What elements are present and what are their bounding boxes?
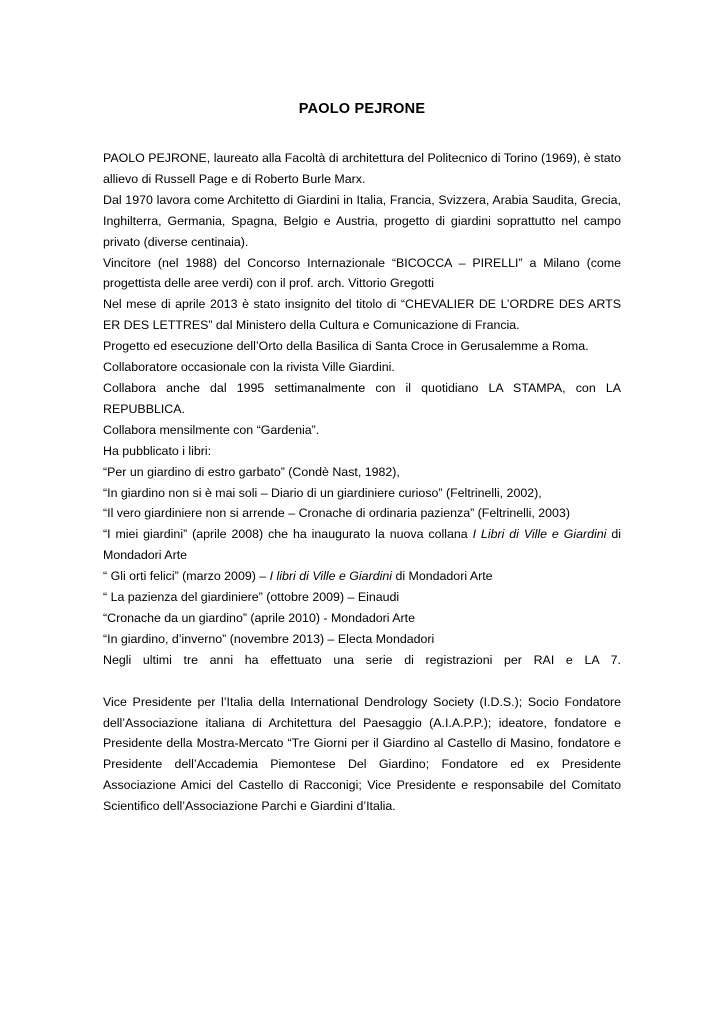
- book-item: [103, 524, 621, 566]
- paragraph-gardenia: Collabora mensilmente con “Gardenia”.: [103, 422, 320, 437]
- book-series-title: I libri di Ville e Giardini: [269, 569, 392, 584]
- paragraph-spacer: [103, 671, 621, 692]
- book-text: di Mondadori Arte: [392, 569, 493, 584]
- book-text: “I miei giardini” (aprile 2008) che ha inaugurato la nuova collana: [103, 527, 473, 542]
- paragraph-competition: Vincitore (nel 1988) del Concorso Internazionale “BICOCCA – PIRELLI” a Milano (come progettista delle aree verdi) con il prof. arch. Vittorio Gregotti: [103, 255, 621, 291]
- book-text: di Mondadori Arte: [103, 527, 621, 563]
- book-text: “ Gli orti felici” (marzo 2009) –: [103, 569, 270, 584]
- book-item: “Per un giardino di estro garbato” (Condè Nast, 1982),: [103, 464, 400, 479]
- paragraph-education: PAOLO PEJRONE, laureato alla Facoltà di architettura del Politecnico di Torino (1969), è stato allievo di Russell Page e di Roberto Burle Marx.: [103, 151, 621, 186]
- paragraph-collaborator: Collaboratore occasionale con la rivista Ville Giardini.: [103, 360, 395, 375]
- book-series-title: I Libri di Ville e Giardini: [472, 527, 607, 542]
- book-item: “ La pazienza del giardiniere” (ottobre 2009) – Einaudi: [103, 590, 400, 605]
- paragraph-award: Nel mese di aprile 2013 è stato insignito del titolo di “CHEVALIER DE L’ORDRE DES ARTS ER DES LETTRES” dal Ministero della Cultura e Comunicazione di Francia.: [103, 297, 621, 333]
- document-body: [103, 148, 621, 817]
- paragraph-recordings: Negli ultimi tre anni ha effettuato una serie di registrazioni per RAI e LA 7.: [103, 652, 621, 667]
- book-item: “Cronache da un giardino” (aprile 2010) - Mondadori Arte: [103, 610, 416, 625]
- paragraph-career: Dal 1970 lavora come Architetto di Giardini in Italia, Francia, Svizzera, Arabia Saudita, Grecia, Inghilterra, Germania, Spagna, Belgio e Austria, progetto di giardini soprattutto nel campo privato (diverse centinaia).: [103, 192, 621, 249]
- paragraph-newspapers: Collabora anche dal 1995 settimanalmente con il quotidiano LA STAMPA, con LA REPUBBLICA.: [103, 380, 621, 416]
- paragraph-roles: Vice Presidente per l’Italia della International Dendrology Society (I.D.S.); Socio Fondatore dell’Associazione italiana di Architettura del Paesaggio (A.I.A.P.P.); ideatore, fondatore e Presidente della Mostra-Mercato “Tre Giorni per il Giardino al Castello di Masino, fondatore e Presidente dell’Accademia Piemontese Del Giardino; Fondatore ed ex Presidente Associazione Amici del Castello di Racconigi; Vice Presidente e responsabile del Comitato Scientifico dell’Associazione Parchi e Giardini d’Italia.: [103, 694, 621, 814]
- paragraph-project: Progetto ed esecuzione dell’Orto della Basilica di Santa Croce in Gerusalemme a Roma.: [103, 339, 589, 354]
- book-item: “In giardino non si è mai soli – Diario di un giardiniere curioso” (Feltrinelli, 2002),: [103, 485, 542, 500]
- book-item: [103, 566, 621, 587]
- paragraph-books-intro: Ha pubblicato i libri:: [103, 443, 212, 458]
- book-item: “Il vero giardiniere non si arrende – Cronache di ordinaria pazienza” (Feltrinelli, 2003): [103, 506, 570, 521]
- book-item: “In giardino, d’inverno” (novembre 2013) – Electa Mondadori: [103, 631, 435, 646]
- document-title: PAOLO PEJRONE: [298, 101, 426, 117]
